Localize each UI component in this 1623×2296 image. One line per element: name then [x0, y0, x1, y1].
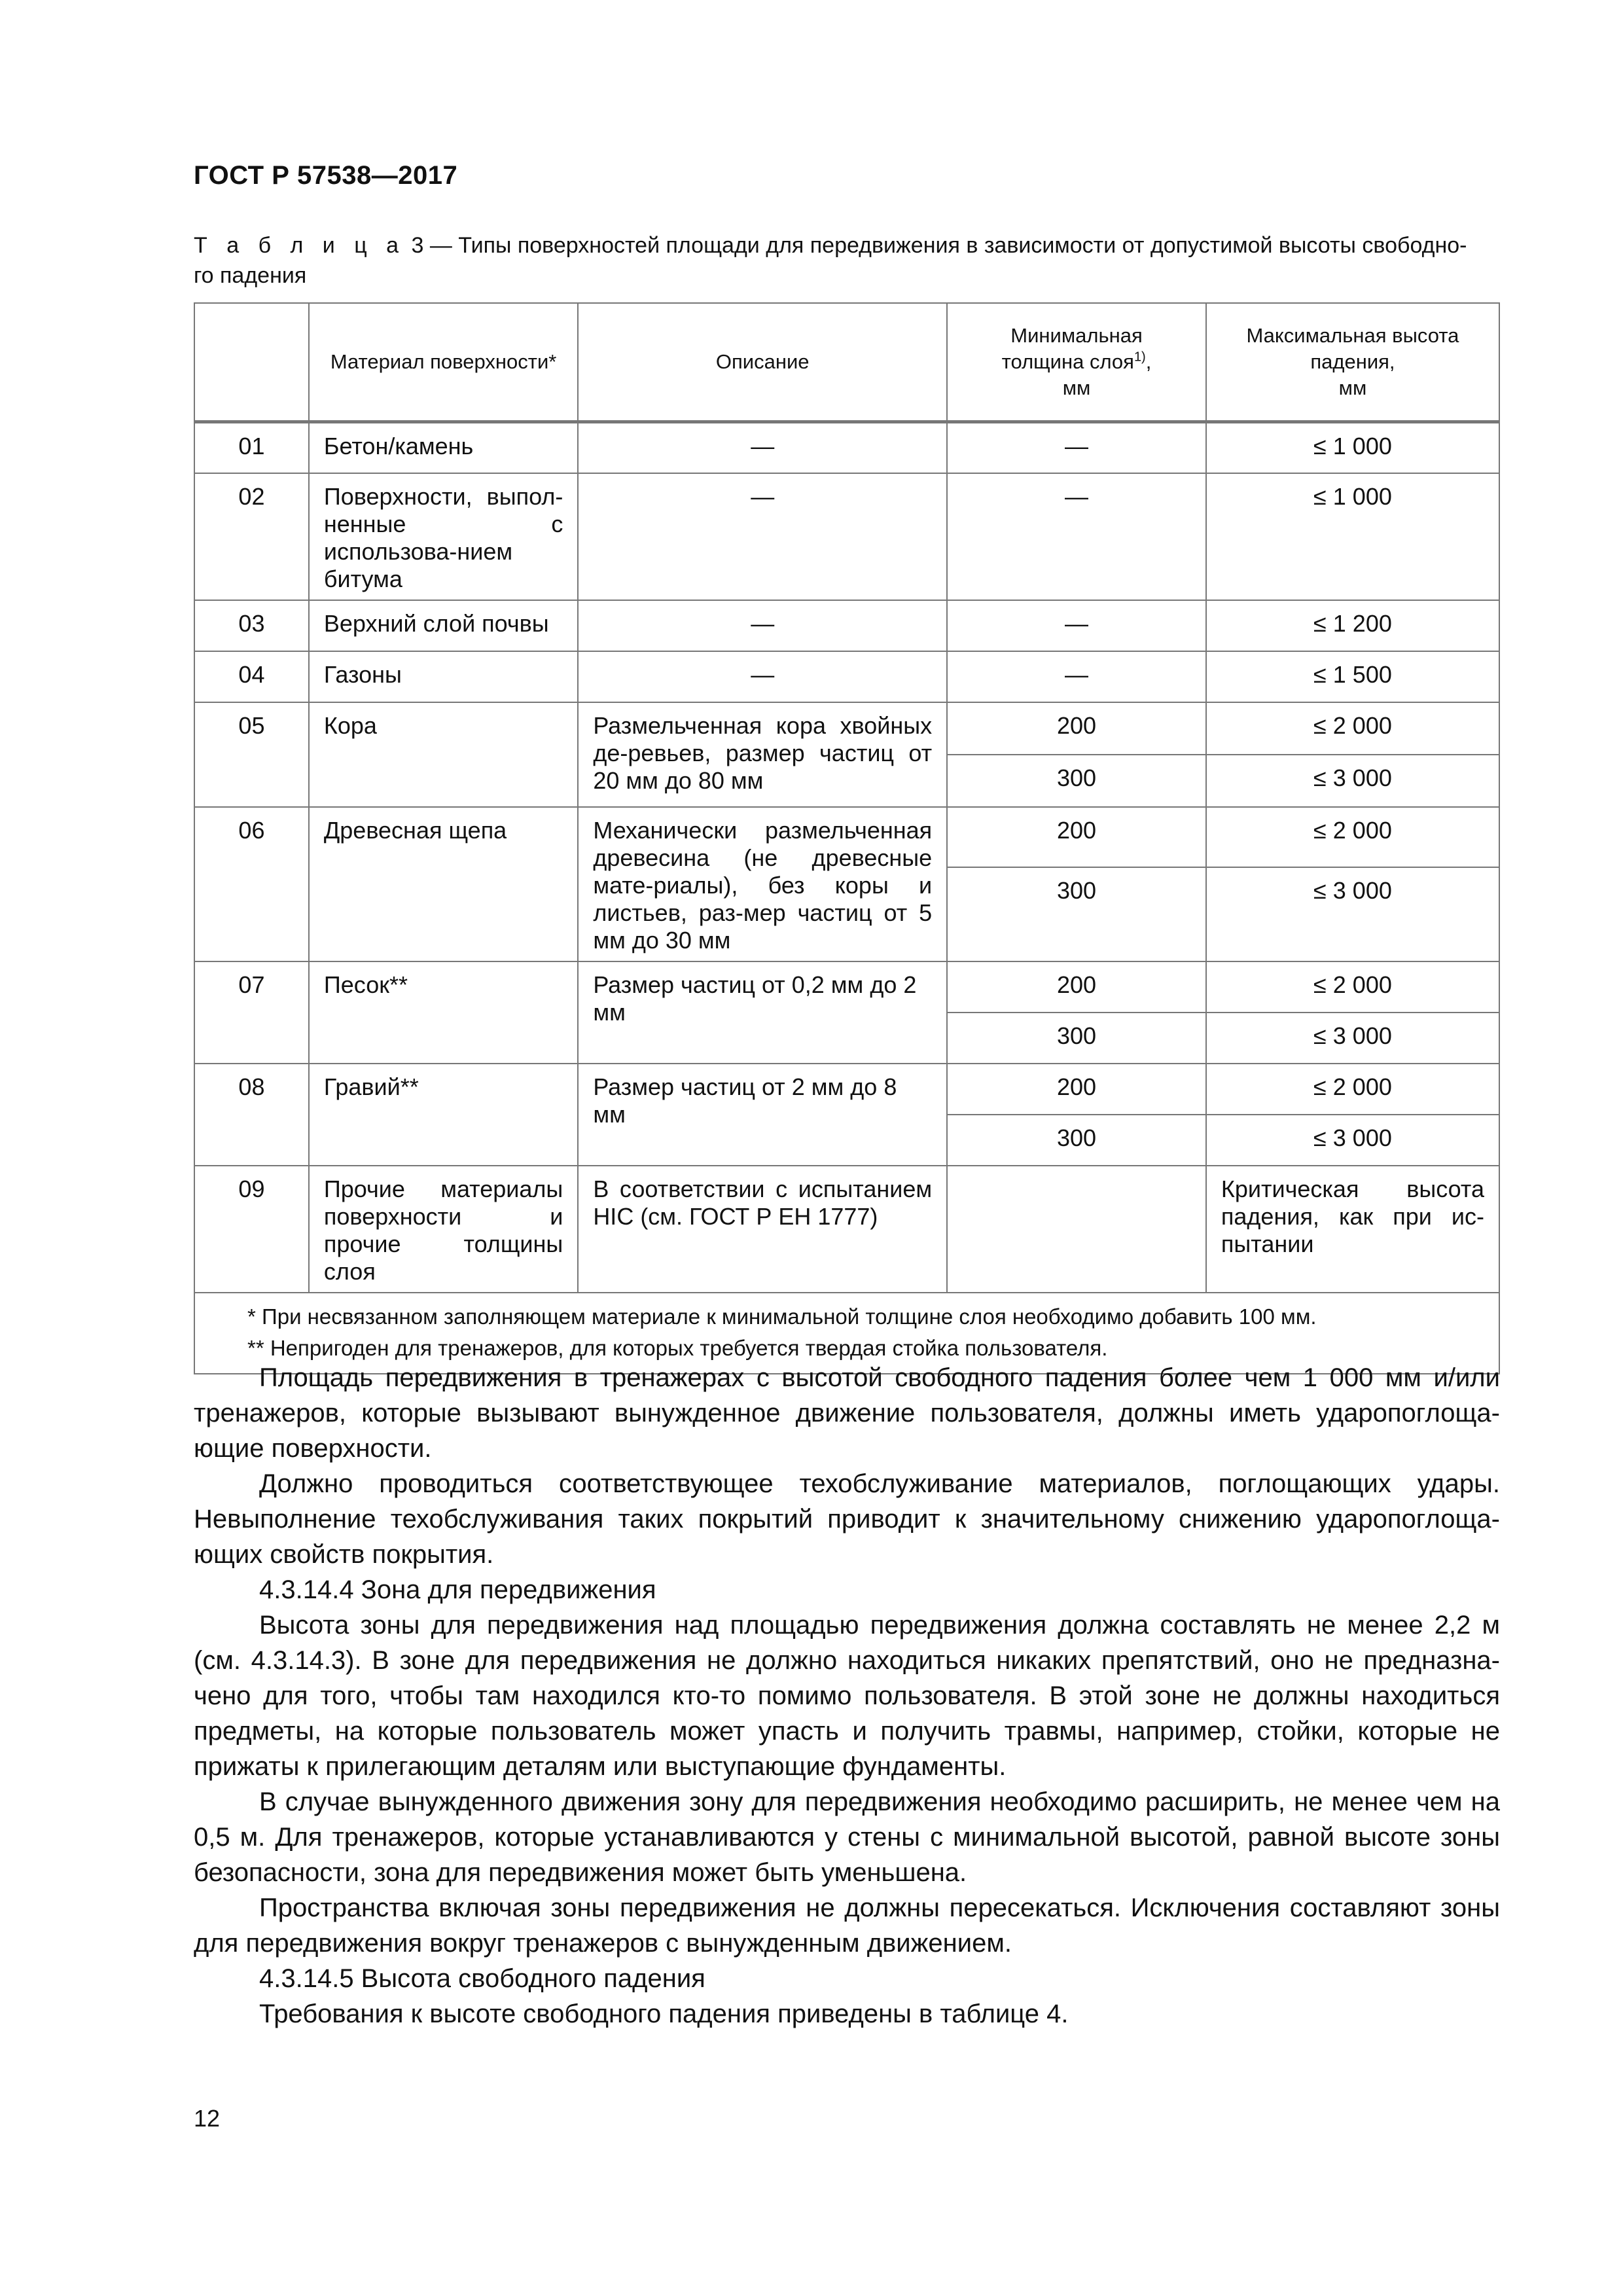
table-row — [194, 1166, 1499, 1293]
caption-prefix: Т а б л и ц а — [194, 233, 406, 258]
paragraph: Пространства включая зоны передвижения не должны пересекаться. Исключения составляют зоны для передвижения вокруг тренажеров с вынужденным движением. — [194, 1893, 1500, 1958]
table-row — [194, 1064, 1499, 1115]
header-thickness-line1: Минимальная — [1010, 324, 1143, 347]
header-thickness-line2: толщина слоя — [1001, 350, 1134, 373]
row-thickness — [947, 1166, 1206, 1293]
row-thickness: 300 — [947, 755, 1206, 807]
row-description: В соответствии с испытанием HIC (см. ГОСТ Р ЕН 1777) — [578, 1166, 947, 1293]
surface-types-table — [194, 302, 1500, 1374]
standard-header: ГОСТ Р 57538—2017 — [194, 161, 458, 190]
paragraph: Высота зоны для передвижения над площадью передвижения должна составлять не менее 2,2 м (см. 4.3.14.3). В зоне для передвижения не должно находиться никаких препятствий, оно не предназна-чено для того, чтобы там находился кто-то помимо пользователя. В этой зоне не должны находиться предметы, на которые пользователь может упасть и получить травмы, например, стойки, которые не прижаты к прилегающим деталям или выступающие фундаменты. — [194, 1611, 1500, 1781]
table-row — [194, 961, 1499, 1013]
row-thickness: 200 — [947, 702, 1206, 755]
header-num — [194, 303, 309, 422]
header-thickness-footnote: 1) — [1133, 350, 1146, 365]
caption-text-line2: го падения — [194, 263, 307, 288]
row-num: 09 — [194, 1166, 309, 1293]
row-thickness: 300 — [947, 1013, 1206, 1064]
row-max-height: ≤ 3 000 — [1206, 867, 1499, 961]
row-thickness: 200 — [947, 1064, 1206, 1115]
row-max-height: ≤ 1 200 — [1206, 600, 1499, 651]
row-num: 07 — [194, 961, 309, 1064]
row-material: Верхний слой почвы — [309, 600, 578, 651]
header-thickness-unit: мм — [1062, 376, 1091, 399]
row-max-height: ≤ 3 000 — [1206, 1013, 1499, 1064]
row-max-height: ≤ 2 000 — [1206, 1064, 1499, 1115]
table-row — [194, 473, 1499, 600]
header-description: Описание — [578, 303, 947, 422]
row-material: Гравий** — [309, 1064, 578, 1166]
header-thickness — [947, 303, 1206, 422]
table-row — [194, 651, 1499, 702]
row-description: — — [578, 473, 947, 600]
row-max-height: ≤ 1 000 — [1206, 473, 1499, 600]
row-material: Поверхности, выпол-ненные с использова-нием битума — [309, 473, 578, 600]
row-thickness: 200 — [947, 807, 1206, 868]
row-max-height: Критическая высота падения, как при ис-пытании — [1206, 1166, 1499, 1293]
row-description: Механически размельченная древесина (не древесные мате-риалы), без коры и листьев, раз-мер частиц от 5 мм до 30 мм — [578, 807, 947, 961]
row-num: 03 — [194, 600, 309, 651]
section-heading: 4.3.14.5 Высота свободного падения — [259, 1964, 705, 1993]
header-material: Материал поверхности* — [309, 303, 578, 422]
row-num: 08 — [194, 1064, 309, 1166]
row-thickness: 200 — [947, 961, 1206, 1013]
row-max-height: ≤ 1 000 — [1206, 422, 1499, 473]
table-row — [194, 600, 1499, 651]
body-text — [194, 1360, 1500, 2032]
paragraph: Требования к высоте свободного падения приведены в таблице 4. — [259, 2000, 1069, 2028]
paragraph: Площадь передвижения в тренажерах с высотой свободного падения более чем 1 000 мм и/или тренажеров, которые вызывают вынужденное движение пользователя, должны иметь ударопоглоща-ющие поверхности. — [194, 1363, 1500, 1463]
table-row — [194, 702, 1499, 755]
row-thickness: — — [947, 600, 1206, 651]
row-thickness: 300 — [947, 1115, 1206, 1166]
row-description: Размельченная кора хвойных де-ревьев, размер частиц от 20 мм до 80 мм — [578, 702, 947, 807]
note-line: ** Непригоден для тренажеров, для которых требуется твердая стойка пользователя. — [247, 1335, 1108, 1360]
row-num: 04 — [194, 651, 309, 702]
row-material: Песок** — [309, 961, 578, 1064]
row-num: 01 — [194, 422, 309, 473]
row-material: Бетон/камень — [309, 422, 578, 473]
row-thickness: — — [947, 422, 1206, 473]
row-max-height: ≤ 3 000 — [1206, 755, 1499, 807]
row-max-height: ≤ 2 000 — [1206, 961, 1499, 1013]
row-num: 06 — [194, 807, 309, 961]
row-description: — — [578, 422, 947, 473]
row-description: Размер частиц от 2 мм до 8 мм — [578, 1064, 947, 1166]
row-max-height: ≤ 2 000 — [1206, 807, 1499, 868]
header-thickness-comma: , — [1145, 350, 1152, 373]
header-maxh-line1: Максимальная высота — [1246, 324, 1459, 347]
row-num: 02 — [194, 473, 309, 600]
caption-text: 3 — Типы поверхностей площади для передвижения в зависимости от допустимой высоты свободно- — [411, 233, 1467, 258]
row-material: Прочие материалы поверхности и прочие толщины слоя — [309, 1166, 578, 1293]
row-thickness: — — [947, 473, 1206, 600]
header-maxh-line2: падения, — [1310, 350, 1395, 373]
row-description: — — [578, 600, 947, 651]
section-heading: 4.3.14.4 Зона для передвижения — [259, 1575, 656, 1604]
row-material: Кора — [309, 702, 578, 807]
row-material: Древесная щепа — [309, 807, 578, 961]
paragraph: Должно проводиться соответствующее техобслуживание материалов, поглощающих удары. Невыполнение техобслуживания таких покрытий приводит к значительному снижению ударопоглоща-ющих свойств покрытия. — [194, 1469, 1500, 1569]
header-maxh-unit: мм — [1338, 376, 1367, 399]
page-number: 12 — [194, 2105, 221, 2132]
row-description: — — [578, 651, 947, 702]
header-max-height — [1206, 303, 1499, 422]
row-max-height: ≤ 3 000 — [1206, 1115, 1499, 1166]
table-row — [194, 807, 1499, 868]
row-material: Газоны — [309, 651, 578, 702]
note-line: * При несвязанном заполняющем материале к минимальной толщине слоя необходимо добавить 100 мм. — [247, 1304, 1317, 1329]
row-num: 05 — [194, 702, 309, 807]
table-header-row — [194, 303, 1499, 422]
row-max-height: ≤ 1 500 — [1206, 651, 1499, 702]
row-max-height: ≤ 2 000 — [1206, 702, 1499, 755]
row-thickness: — — [947, 651, 1206, 702]
table-caption — [194, 230, 1503, 291]
row-description: Размер частиц от 0,2 мм до 2 мм — [578, 961, 947, 1064]
table-row — [194, 422, 1499, 473]
row-thickness: 300 — [947, 867, 1206, 961]
paragraph: В случае вынужденного движения зону для передвижения необходимо расширить, не менее чем на 0,5 м. Для тренажеров, которые устанавливаются у стены с минимальной высотой, равной высоте зоны безопасности, зона для передвижения может быть уменьшена. — [194, 1787, 1500, 1887]
